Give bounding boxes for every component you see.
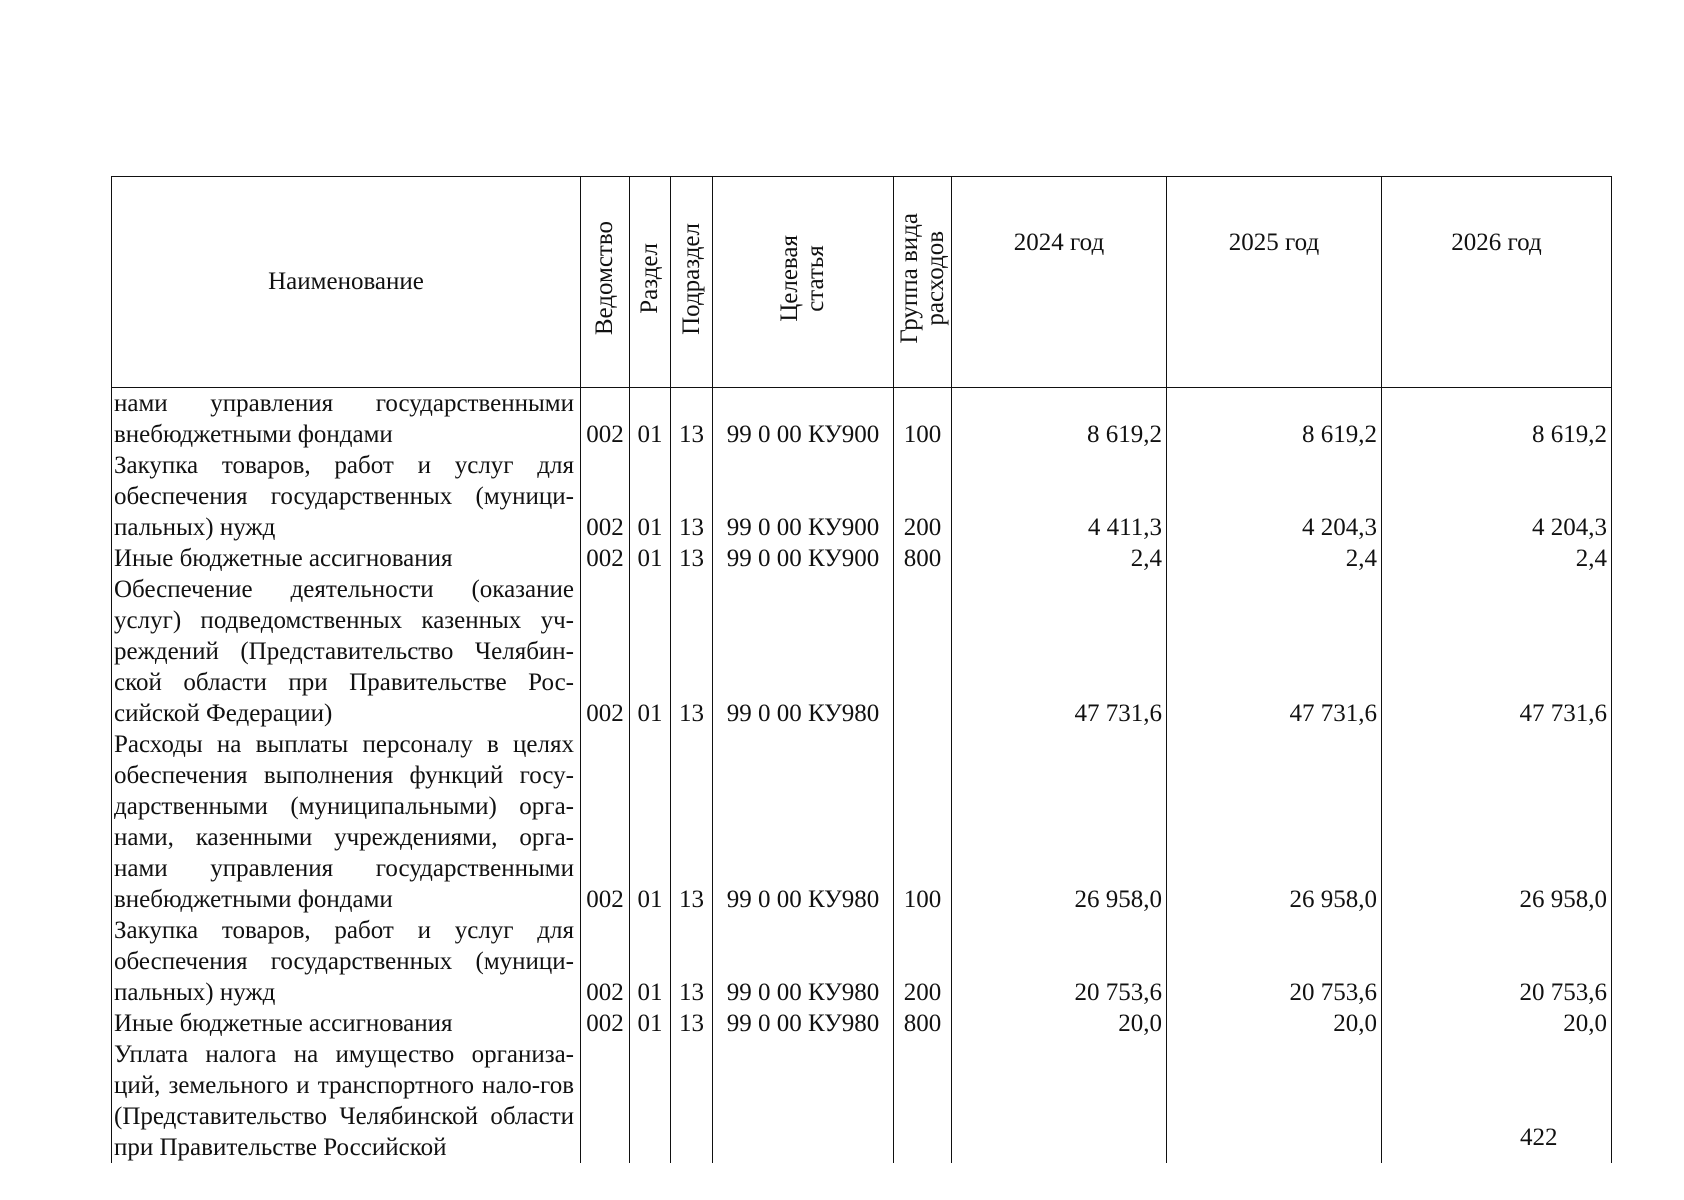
row-razdel: 01 [630, 729, 671, 915]
table-row [112, 729, 1612, 915]
row-gruppa [894, 574, 952, 729]
row-amount-2024: 4 411,3 [952, 450, 1167, 543]
header-podrazdel: Подраздел [671, 177, 713, 388]
table-row [112, 1008, 1612, 1039]
row-name: Расходы на выплаты персоналу в целях обеспечения выполнения функций госу-дарственными (муниципальными) орга-нами, казенными учреждениями, орга-нами управления государственными внебюджетными фондами [112, 729, 581, 915]
row-name: Обеспечение деятельности (оказание услуг) подведомственных казенных уч-реждений (Представительство Челябин-ской области при Правительстве Рос-сийской Федерации) [112, 574, 581, 729]
row-gruppa: 800 [894, 1008, 952, 1039]
row-amount-2024: 2,4 [952, 543, 1167, 574]
row-celevaya-statya: 99 0 00 КУ900 [713, 543, 894, 574]
row-celevaya-statya: 99 0 00 КУ980 [713, 729, 894, 915]
row-razdel: 01 [630, 915, 671, 1008]
row-gruppa [894, 1039, 952, 1163]
row-celevaya-statya [713, 1039, 894, 1163]
row-gruppa: 800 [894, 543, 952, 574]
row-amount-2024: 47 731,6 [952, 574, 1167, 729]
table-body [112, 388, 1612, 1164]
row-amount-2024: 26 958,0 [952, 729, 1167, 915]
row-vedomstvo: 002 [581, 543, 630, 574]
row-name: Закупка товаров, работ и услуг для обеспечения государственных (муници-пальных) нужд [112, 915, 581, 1008]
header-name: Наименование [112, 177, 581, 388]
row-celevaya-statya: 99 0 00 КУ980 [713, 915, 894, 1008]
row-razdel: 01 [630, 1008, 671, 1039]
row-amount-2024: 20,0 [952, 1008, 1167, 1039]
table-row [112, 543, 1612, 574]
row-celevaya-statya: 99 0 00 КУ900 [713, 388, 894, 451]
table-row [112, 388, 1612, 451]
row-amount-2026: 4 204,3 [1382, 450, 1612, 543]
row-razdel: 01 [630, 543, 671, 574]
header-celevaya-line1: Целевая [776, 235, 803, 322]
table-row [112, 450, 1612, 543]
row-podrazdel [671, 1039, 713, 1163]
header-year-2026: 2026 год [1382, 177, 1612, 388]
row-gruppa: 100 [894, 388, 952, 451]
header-celevaya-line2: статья [802, 245, 829, 312]
header-year-2024: 2024 год [952, 177, 1167, 388]
row-podrazdel: 13 [671, 1008, 713, 1039]
row-name: Закупка товаров, работ и услуг для обеспечения государственных (муници-пальных) нужд [112, 450, 581, 543]
row-razdel: 01 [630, 388, 671, 451]
row-amount-2024: 20 753,6 [952, 915, 1167, 1008]
row-amount-2025: 2,4 [1167, 543, 1382, 574]
row-amount-2026: 2,4 [1382, 543, 1612, 574]
table-row [112, 574, 1612, 729]
row-amount-2025: 20,0 [1167, 1008, 1382, 1039]
row-podrazdel: 13 [671, 388, 713, 451]
row-amount-2025: 8 619,2 [1167, 388, 1382, 451]
row-name: Иные бюджетные ассигнования [112, 1008, 581, 1039]
row-amount-2024: 8 619,2 [952, 388, 1167, 451]
header-gruppa-vida-rashodov [894, 177, 952, 388]
row-podrazdel: 13 [671, 450, 713, 543]
row-name: Иные бюджетные ассигнования [112, 543, 581, 574]
row-amount-2025 [1167, 1039, 1382, 1163]
header-gruppa-line2: расходов [921, 231, 949, 326]
row-amount-2025: 47 731,6 [1167, 574, 1382, 729]
row-amount-2026 [1382, 1039, 1612, 1163]
row-vedomstvo: 002 [581, 574, 630, 729]
table-row [112, 1039, 1612, 1163]
row-podrazdel: 13 [671, 915, 713, 1008]
row-podrazdel: 13 [671, 574, 713, 729]
row-amount-2026: 20 753,6 [1382, 915, 1612, 1008]
row-amount-2024 [952, 1039, 1167, 1163]
row-amount-2025: 4 204,3 [1167, 450, 1382, 543]
row-celevaya-statya: 99 0 00 КУ900 [713, 450, 894, 543]
header-vedomstvo: Ведомство [581, 177, 630, 388]
header-razdel: Раздел [630, 177, 671, 388]
row-amount-2025: 20 753,6 [1167, 915, 1382, 1008]
row-vedomstvo: 002 [581, 729, 630, 915]
row-razdel: 01 [630, 574, 671, 729]
header-gruppa-line1: Группа вида [895, 213, 923, 344]
row-amount-2026: 26 958,0 [1382, 729, 1612, 915]
row-podrazdel: 13 [671, 729, 713, 915]
header-year-2025: 2025 год [1167, 177, 1382, 388]
header-celevaya-statya [713, 177, 894, 388]
row-razdel: 01 [630, 450, 671, 543]
row-amount-2026: 47 731,6 [1382, 574, 1612, 729]
page-number: 422 [1520, 1124, 1558, 1151]
row-vedomstvo [581, 1039, 630, 1163]
row-vedomstvo: 002 [581, 1008, 630, 1039]
row-gruppa: 200 [894, 450, 952, 543]
row-podrazdel: 13 [671, 543, 713, 574]
row-gruppa: 200 [894, 915, 952, 1008]
row-gruppa: 100 [894, 729, 952, 915]
row-amount-2026: 8 619,2 [1382, 388, 1612, 451]
row-amount-2025: 26 958,0 [1167, 729, 1382, 915]
row-amount-2026: 20,0 [1382, 1008, 1612, 1039]
table-row [112, 915, 1612, 1008]
row-name: нами управления государственными внебюджетными фондами [112, 388, 581, 451]
row-vedomstvo: 002 [581, 388, 630, 451]
table-header-row [112, 177, 1612, 388]
row-razdel [630, 1039, 671, 1163]
row-celevaya-statya: 99 0 00 КУ980 [713, 1008, 894, 1039]
row-vedomstvo: 002 [581, 915, 630, 1008]
budget-table [111, 176, 1612, 1163]
row-celevaya-statya: 99 0 00 КУ980 [713, 574, 894, 729]
row-name: Уплата налога на имущество организа-ций, земельного и транспортного нало-гов (Представительство Челябинской области при Правительстве Российской [112, 1039, 581, 1163]
row-vedomstvo: 002 [581, 450, 630, 543]
